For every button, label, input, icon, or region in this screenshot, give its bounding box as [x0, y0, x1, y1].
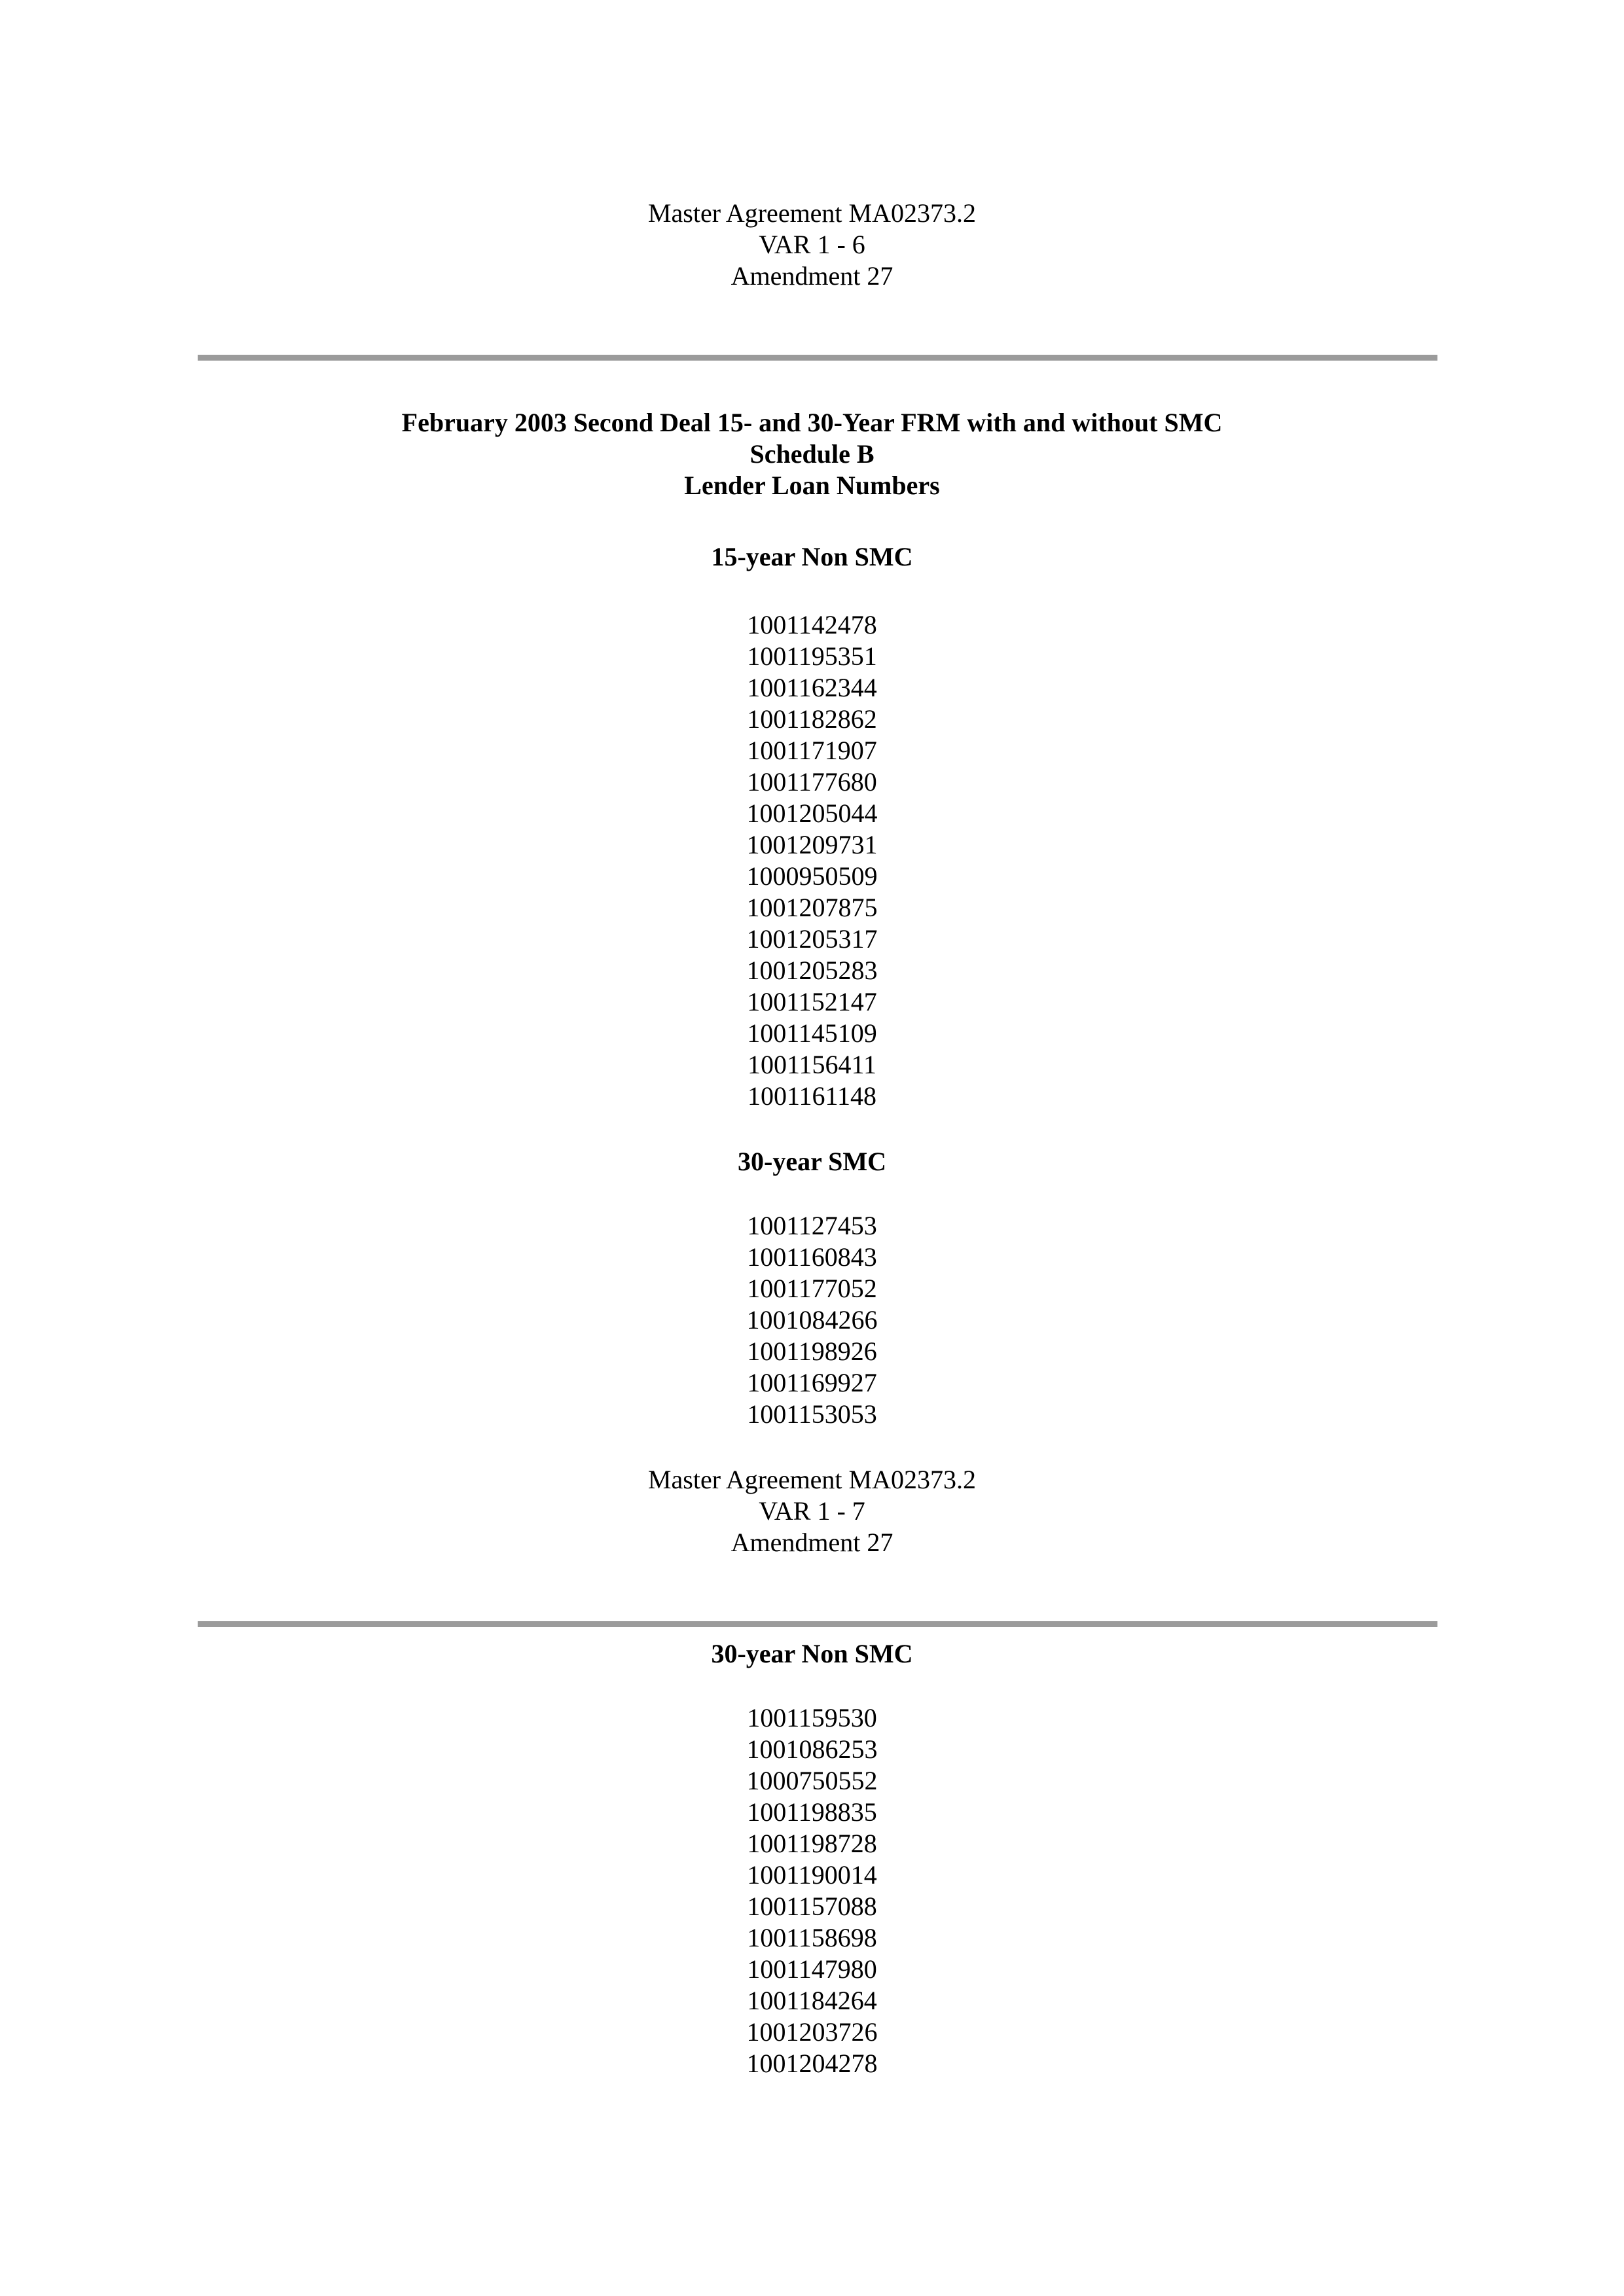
- loan-number: 1001161148: [747, 1081, 877, 1111]
- loan-number: 1001205317: [746, 924, 878, 954]
- loan-number: 1001203726: [746, 2017, 878, 2047]
- loan-number: 1001184264: [747, 1986, 877, 2015]
- section-heading-30-year-smc: 30-year SMC: [738, 1147, 886, 1176]
- loan-number: 1000750552: [746, 1766, 878, 1795]
- loan-number: 1001159530: [747, 1703, 877, 1732]
- loan-number: 1001086253: [746, 1734, 878, 1764]
- section-heading-15-year-non-smc: 15-year Non SMC: [711, 542, 913, 571]
- loan-number: 1001177052: [747, 1274, 877, 1303]
- loan-number: 1001205044: [746, 798, 878, 828]
- amendment-number: Amendment 27: [731, 1528, 893, 1557]
- loan-number: 1001156411: [747, 1050, 877, 1079]
- loan-number: 1001207875: [746, 893, 878, 922]
- amendment-number: Amendment 27: [731, 261, 893, 291]
- loan-number: 1001198835: [747, 1797, 877, 1827]
- loan-number: 1001157088: [747, 1892, 877, 1921]
- loan-number: 1001209731: [746, 830, 878, 859]
- loan-number: 1001153053: [747, 1399, 877, 1429]
- loan-number: 1001198728: [747, 1829, 877, 1858]
- loan-number: 1001169927: [747, 1368, 877, 1397]
- var-number: VAR 1 - 7: [759, 1496, 865, 1526]
- loan-number: 1000950509: [746, 861, 878, 891]
- loan-number: 1001205283: [746, 956, 878, 985]
- loan-number: 1001198926: [747, 1336, 877, 1366]
- page-header-1: [0, 198, 1624, 292]
- loan-number: 1001147980: [747, 1954, 877, 1984]
- title-line-deal: February 2003 Second Deal 15- and 30-Year FRM with and without SMC: [401, 408, 1223, 437]
- section-heading-30-year-non-smc: 30-year Non SMC: [711, 1639, 913, 1668]
- loan-number: 1001152147: [747, 987, 877, 1016]
- loan-number: 1001084266: [746, 1305, 878, 1335]
- loan-number: 1001162344: [747, 673, 877, 702]
- loan-list-30-year-smc: [0, 1210, 1624, 1430]
- agreement-number: Master Agreement MA02373.2: [647, 1465, 976, 1494]
- loan-number: 1001182862: [747, 704, 877, 734]
- loan-number: 1001195351: [747, 641, 877, 671]
- loan-number: 1001171907: [747, 736, 877, 765]
- loan-number: 1001145109: [747, 1018, 877, 1048]
- horizontal-rule-1: [198, 355, 1437, 361]
- loan-number: 1001190014: [747, 1860, 877, 1890]
- loan-number: 1001160843: [747, 1242, 877, 1272]
- horizontal-rule-2: [198, 1621, 1437, 1627]
- var-number: VAR 1 - 6: [759, 230, 865, 259]
- loan-list-15-year-non-smc: [0, 609, 1624, 1112]
- loan-number: 1001127453: [747, 1211, 877, 1240]
- loan-number: 1001177680: [747, 767, 877, 797]
- title-line-loan-numbers: Lender Loan Numbers: [684, 471, 940, 500]
- agreement-number: Master Agreement MA02373.2: [647, 198, 976, 228]
- loan-list-30-year-non-smc: [0, 1702, 1624, 2079]
- loan-number: 1001142478: [747, 610, 877, 639]
- title-line-schedule: Schedule B: [749, 439, 875, 469]
- page-header-2: [0, 1464, 1624, 1558]
- document-title: [0, 407, 1624, 501]
- loan-number: 1001204278: [746, 2049, 878, 2078]
- loan-number: 1001158698: [747, 1923, 877, 1952]
